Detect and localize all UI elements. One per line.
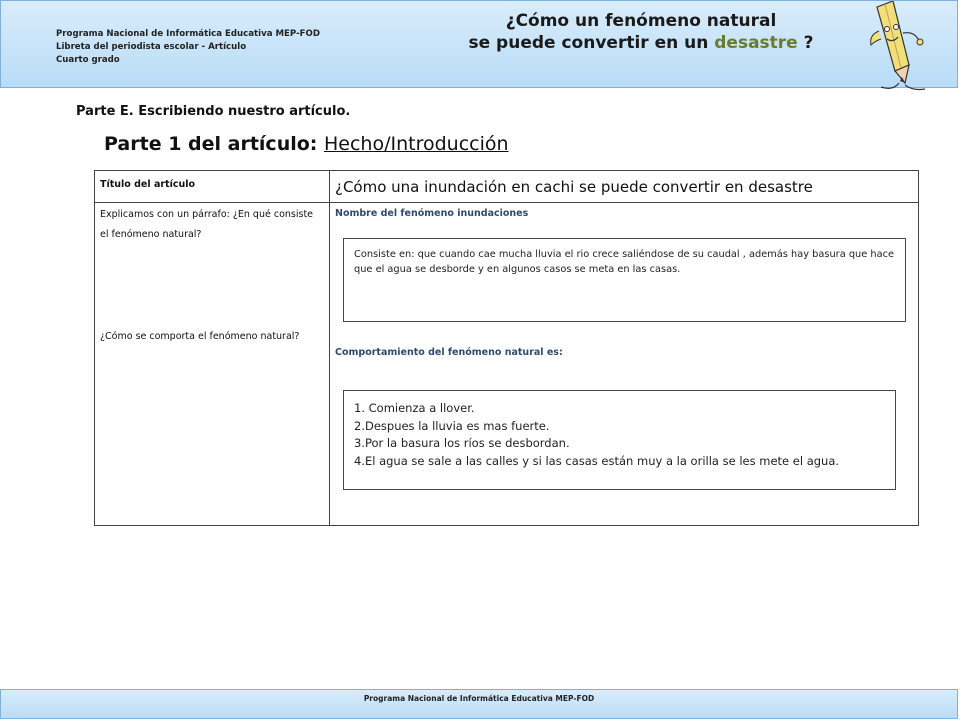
behavior-item: 4.El agua se sale a las calles y si las casas están muy a la orilla se les mete el agua. (354, 453, 840, 468)
footer-text: Programa Nacional de Informática Educativa MEP-FOD (363, 694, 595, 703)
phenomenon-name: Nombre del fenómeno inundaciones (335, 208, 529, 219)
behavior-label: Comportamiento del fenómeno natural es: (335, 347, 563, 358)
header-band (0, 0, 958, 88)
behavior-answer-box (343, 390, 896, 490)
article-title-value: ¿Cómo una inundación en cachi se puede convertir en desastre (335, 178, 813, 196)
table-divider-vertical (329, 171, 330, 525)
behavior-item: 3.Por la basura los ríos se desbordan. (354, 436, 570, 450)
question-consists: Explicamos con un párrafo: ¿En qué consiste el fenómeno natural? (100, 209, 314, 240)
part-1-value: Hecho/Introducción (324, 133, 509, 155)
part-1-heading (104, 133, 509, 155)
part-1-label: Parte 1 del artículo: (104, 133, 324, 155)
header-info (56, 28, 320, 67)
behavior-item: 2.Despues la lluvia es mas fuerte. (354, 418, 550, 433)
consists-answer-box: Consiste en: que cuando cae mucha lluvia el rio crece saliéndose de su caudal , además hay basura que hace que el agua se desborde y en algunos casos se meta en las casas. (343, 238, 906, 322)
behavior-item: 1. Comienza a llover. (354, 401, 475, 415)
grade-label: Cuarto grado (56, 55, 120, 65)
title-line-2-post: ? (797, 33, 814, 53)
title-line-2 (441, 32, 841, 54)
title-line-1: ¿Cómo un fenómeno natural (505, 11, 777, 31)
table-divider-horizontal (95, 202, 918, 203)
pencil-character-icon (863, 1, 933, 93)
part-e-heading: Parte E. Escribiendo nuestro artículo. (76, 104, 351, 119)
footer-band (0, 689, 958, 719)
article-title-label: Título del artículo (100, 179, 196, 190)
page-title (441, 10, 841, 54)
title-line-2-pre: se puede convertir en un (468, 33, 715, 53)
question-behavior: ¿Cómo se comporta el fenómeno natural? (100, 331, 300, 342)
article-table (94, 170, 919, 526)
title-highlight: desastre (714, 33, 798, 53)
notebook-name: Libreta del periodista escolar - Artículo (56, 42, 247, 52)
program-name: Programa Nacional de Informática Educativa MEP-FOD (56, 29, 320, 39)
